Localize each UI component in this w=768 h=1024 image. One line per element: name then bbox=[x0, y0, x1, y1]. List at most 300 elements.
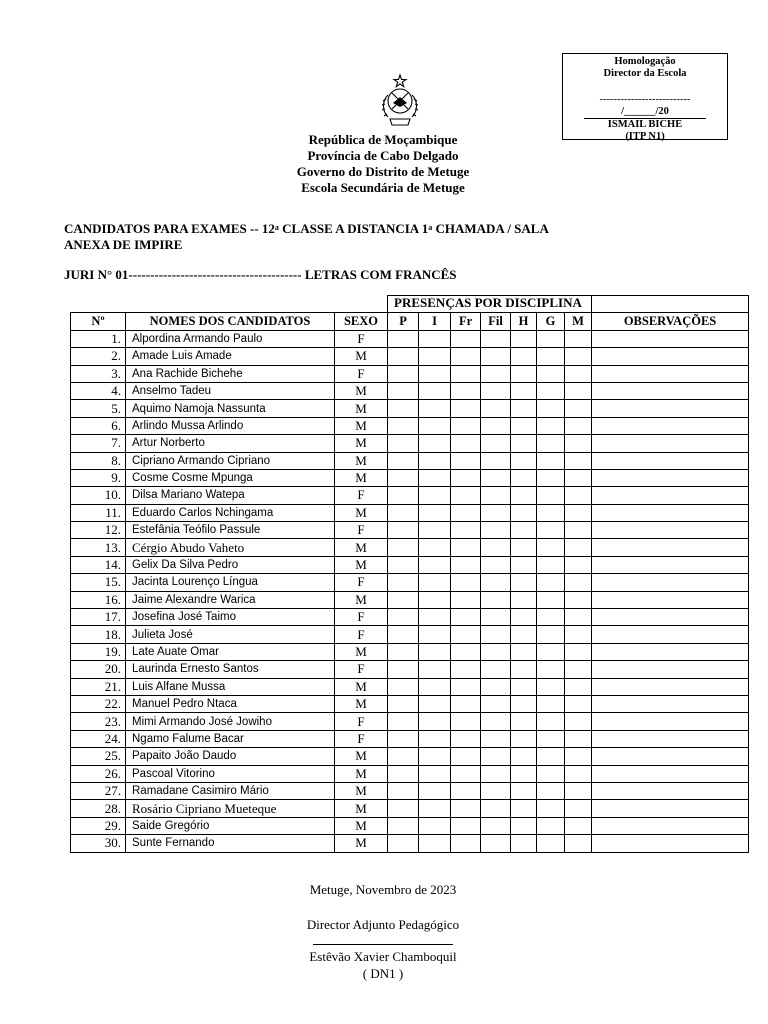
presence-cell[interactable] bbox=[511, 643, 537, 660]
presence-cell[interactable] bbox=[511, 695, 537, 712]
presence-cell[interactable] bbox=[481, 348, 511, 365]
presence-cell[interactable] bbox=[388, 487, 419, 504]
observations-cell[interactable] bbox=[592, 487, 749, 504]
presence-cell[interactable] bbox=[419, 452, 451, 469]
presence-cell[interactable] bbox=[481, 452, 511, 469]
presence-cell[interactable] bbox=[537, 626, 565, 643]
presence-cell[interactable] bbox=[511, 469, 537, 486]
row-number: 3. bbox=[71, 365, 126, 382]
presence-cell[interactable] bbox=[388, 591, 419, 608]
presence-cell[interactable] bbox=[537, 435, 565, 452]
presence-cell[interactable] bbox=[481, 782, 511, 799]
observations-cell[interactable] bbox=[592, 591, 749, 608]
presence-cell[interactable] bbox=[565, 469, 592, 486]
presence-cell[interactable] bbox=[537, 417, 565, 434]
presence-cell[interactable] bbox=[419, 574, 451, 591]
presence-cell[interactable] bbox=[537, 469, 565, 486]
presence-cell[interactable] bbox=[481, 678, 511, 695]
presence-cell[interactable] bbox=[419, 348, 451, 365]
presence-cell[interactable] bbox=[481, 504, 511, 521]
institution-header bbox=[240, 132, 526, 196]
row-number: 8. bbox=[71, 452, 126, 469]
presence-cell[interactable] bbox=[451, 435, 481, 452]
presence-cell[interactable] bbox=[511, 713, 537, 730]
presence-cell[interactable] bbox=[511, 730, 537, 747]
presence-cell[interactable] bbox=[511, 556, 537, 573]
col-subject-header: Fr bbox=[451, 313, 481, 330]
presence-cell[interactable] bbox=[419, 487, 451, 504]
presence-cell[interactable] bbox=[419, 730, 451, 747]
presence-cell[interactable] bbox=[451, 835, 481, 852]
presence-cell[interactable] bbox=[419, 539, 451, 556]
row-number: 14. bbox=[71, 556, 126, 573]
presence-cell[interactable] bbox=[511, 626, 537, 643]
presence-cell[interactable] bbox=[565, 400, 592, 417]
observations-cell[interactable] bbox=[592, 609, 749, 626]
presence-cell[interactable] bbox=[511, 574, 537, 591]
presence-cell[interactable] bbox=[565, 365, 592, 382]
presence-cell[interactable] bbox=[419, 504, 451, 521]
observations-cell[interactable] bbox=[592, 382, 749, 399]
candidate-sex: F bbox=[335, 522, 388, 539]
presence-cell[interactable] bbox=[388, 382, 419, 399]
presence-cell[interactable] bbox=[481, 522, 511, 539]
presence-cell[interactable] bbox=[451, 487, 481, 504]
table-header-row bbox=[71, 313, 749, 330]
presence-cell[interactable] bbox=[537, 730, 565, 747]
observations-cell[interactable] bbox=[592, 661, 749, 678]
candidate-sex: M bbox=[335, 765, 388, 782]
presence-cell[interactable] bbox=[419, 365, 451, 382]
table-row bbox=[71, 713, 749, 730]
presence-cell[interactable] bbox=[511, 765, 537, 782]
table-row bbox=[71, 365, 749, 382]
presence-cell[interactable] bbox=[451, 400, 481, 417]
title-sup-1: a bbox=[274, 223, 279, 232]
presence-cell[interactable] bbox=[419, 417, 451, 434]
presence-cell[interactable] bbox=[419, 330, 451, 347]
presence-cell[interactable] bbox=[537, 400, 565, 417]
observations-cell[interactable] bbox=[592, 695, 749, 712]
presence-cell[interactable] bbox=[451, 417, 481, 434]
presence-cell[interactable] bbox=[451, 748, 481, 765]
presence-cell[interactable] bbox=[451, 678, 481, 695]
presence-cell[interactable] bbox=[481, 365, 511, 382]
observations-cell[interactable] bbox=[592, 330, 749, 347]
presence-cell[interactable] bbox=[537, 695, 565, 712]
presence-cell[interactable] bbox=[481, 487, 511, 504]
presence-cell[interactable] bbox=[481, 609, 511, 626]
table-row bbox=[71, 678, 749, 695]
presence-cell[interactable] bbox=[537, 522, 565, 539]
presence-cell[interactable] bbox=[537, 643, 565, 660]
presence-cell[interactable] bbox=[565, 487, 592, 504]
presence-cell[interactable] bbox=[419, 765, 451, 782]
presence-cell[interactable] bbox=[481, 556, 511, 573]
table-row bbox=[71, 643, 749, 660]
presence-cell[interactable] bbox=[511, 435, 537, 452]
presence-cell[interactable] bbox=[537, 765, 565, 782]
presence-cell[interactable] bbox=[481, 539, 511, 556]
presence-cell[interactable] bbox=[511, 591, 537, 608]
presence-cell[interactable] bbox=[451, 348, 481, 365]
presence-cell[interactable] bbox=[537, 574, 565, 591]
presence-cell[interactable] bbox=[451, 504, 481, 521]
presence-cell[interactable] bbox=[419, 435, 451, 452]
col-subject-header: Fil bbox=[481, 313, 511, 330]
presence-cell[interactable] bbox=[537, 609, 565, 626]
observations-cell[interactable] bbox=[592, 782, 749, 799]
candidate-name: Eduardo Carlos Nchingama bbox=[126, 504, 335, 521]
title-part-3: CHAMADA / SALA bbox=[432, 221, 549, 236]
observations-cell[interactable] bbox=[592, 643, 749, 660]
presence-cell[interactable] bbox=[419, 695, 451, 712]
presence-cell[interactable] bbox=[565, 800, 592, 817]
presence-cell[interactable] bbox=[537, 365, 565, 382]
candidate-sex: F bbox=[335, 574, 388, 591]
presence-cell[interactable] bbox=[388, 765, 419, 782]
presence-cell[interactable] bbox=[565, 609, 592, 626]
presence-cell[interactable] bbox=[451, 330, 481, 347]
presence-cell[interactable] bbox=[388, 800, 419, 817]
presence-cell[interactable] bbox=[388, 730, 419, 747]
observations-cell[interactable] bbox=[592, 365, 749, 382]
candidate-name: Manuel Pedro Ntaca bbox=[126, 695, 335, 712]
candidate-name: Pascoal Vitorino bbox=[126, 765, 335, 782]
presence-cell[interactable] bbox=[388, 417, 419, 434]
presence-cell[interactable] bbox=[481, 382, 511, 399]
candidate-sex: M bbox=[335, 400, 388, 417]
presence-cell[interactable] bbox=[481, 817, 511, 834]
presence-cell[interactable] bbox=[565, 556, 592, 573]
row-number: 12. bbox=[71, 522, 126, 539]
presence-cell[interactable] bbox=[388, 817, 419, 834]
presence-cell[interactable] bbox=[537, 748, 565, 765]
presence-cell[interactable] bbox=[537, 452, 565, 469]
mozambique-coat-of-arms-icon bbox=[378, 73, 422, 129]
observations-cell[interactable] bbox=[592, 556, 749, 573]
presence-cell[interactable] bbox=[481, 574, 511, 591]
presence-cell[interactable] bbox=[511, 382, 537, 399]
presence-cell[interactable] bbox=[565, 504, 592, 521]
presence-cell[interactable] bbox=[451, 713, 481, 730]
row-number: 7. bbox=[71, 435, 126, 452]
presence-cell[interactable] bbox=[419, 522, 451, 539]
obs-top-cell bbox=[592, 296, 749, 313]
presence-cell[interactable] bbox=[388, 782, 419, 799]
presence-cell[interactable] bbox=[511, 539, 537, 556]
presence-cell[interactable] bbox=[451, 782, 481, 799]
presence-cell[interactable] bbox=[451, 695, 481, 712]
observations-cell[interactable] bbox=[592, 417, 749, 434]
presence-cell[interactable] bbox=[511, 817, 537, 834]
observations-cell[interactable] bbox=[592, 504, 749, 521]
table-header-top-row bbox=[71, 296, 749, 313]
candidate-sex: M bbox=[335, 817, 388, 834]
presence-cell[interactable] bbox=[451, 817, 481, 834]
presence-cell[interactable] bbox=[388, 609, 419, 626]
presence-cell[interactable] bbox=[511, 835, 537, 852]
presence-cell[interactable] bbox=[565, 348, 592, 365]
presence-cell[interactable] bbox=[537, 817, 565, 834]
homologation-sign-dashes: -------------------------- bbox=[599, 94, 691, 105]
presence-cell[interactable] bbox=[481, 591, 511, 608]
presence-cell[interactable] bbox=[419, 800, 451, 817]
presence-cell[interactable] bbox=[388, 539, 419, 556]
table-row bbox=[71, 817, 749, 834]
presence-cell[interactable] bbox=[511, 330, 537, 347]
observations-cell[interactable] bbox=[592, 730, 749, 747]
presence-cell[interactable] bbox=[419, 678, 451, 695]
presence-cell[interactable] bbox=[537, 556, 565, 573]
presence-cell[interactable] bbox=[451, 661, 481, 678]
presence-cell[interactable] bbox=[511, 678, 537, 695]
presence-cell[interactable] bbox=[537, 835, 565, 852]
presence-cell[interactable] bbox=[451, 591, 481, 608]
presence-cell[interactable] bbox=[565, 435, 592, 452]
presence-cell[interactable] bbox=[565, 782, 592, 799]
presence-cell[interactable] bbox=[481, 661, 511, 678]
presence-cell[interactable] bbox=[451, 522, 481, 539]
presence-cell[interactable] bbox=[388, 348, 419, 365]
footer-code: ( DN1 ) bbox=[362, 966, 404, 981]
observations-cell[interactable] bbox=[592, 748, 749, 765]
presence-cell[interactable] bbox=[537, 591, 565, 608]
presence-cell[interactable] bbox=[565, 748, 592, 765]
presence-cell[interactable] bbox=[451, 609, 481, 626]
presence-cell[interactable] bbox=[565, 452, 592, 469]
candidate-sex: F bbox=[335, 487, 388, 504]
presence-cell[interactable] bbox=[537, 539, 565, 556]
presence-cell[interactable] bbox=[419, 817, 451, 834]
observations-cell[interactable] bbox=[592, 817, 749, 834]
presence-cell[interactable] bbox=[511, 522, 537, 539]
presence-cell[interactable] bbox=[537, 504, 565, 521]
presence-cell[interactable] bbox=[481, 730, 511, 747]
candidate-name: Amade Luis Amade bbox=[126, 348, 335, 365]
table-row bbox=[71, 469, 749, 486]
presence-cell[interactable] bbox=[537, 678, 565, 695]
presence-cell[interactable] bbox=[388, 504, 419, 521]
presence-cell[interactable] bbox=[511, 400, 537, 417]
presence-cell[interactable] bbox=[565, 643, 592, 660]
table-row bbox=[71, 730, 749, 747]
candidate-name: Gelix Da Silva Pedro bbox=[126, 556, 335, 573]
presence-cell[interactable] bbox=[388, 469, 419, 486]
presence-cell[interactable] bbox=[451, 574, 481, 591]
presence-cell[interactable] bbox=[481, 695, 511, 712]
presence-cell[interactable] bbox=[481, 748, 511, 765]
presence-cell[interactable] bbox=[565, 678, 592, 695]
presence-cell[interactable] bbox=[419, 591, 451, 608]
candidate-sex: M bbox=[335, 591, 388, 608]
presence-cell[interactable] bbox=[565, 522, 592, 539]
row-number: 30. bbox=[71, 835, 126, 852]
presence-cell[interactable] bbox=[451, 643, 481, 660]
col-subject-header: P bbox=[388, 313, 419, 330]
observations-cell[interactable] bbox=[592, 626, 749, 643]
presence-cell[interactable] bbox=[565, 539, 592, 556]
presence-cell[interactable] bbox=[537, 661, 565, 678]
presence-cell[interactable] bbox=[419, 382, 451, 399]
presence-cell[interactable] bbox=[511, 800, 537, 817]
presence-cell[interactable] bbox=[481, 765, 511, 782]
presence-cell[interactable] bbox=[388, 574, 419, 591]
presence-cell[interactable] bbox=[565, 417, 592, 434]
presence-cell[interactable] bbox=[451, 626, 481, 643]
col-subject-header: I bbox=[419, 313, 451, 330]
presence-cell[interactable] bbox=[419, 469, 451, 486]
observations-cell[interactable] bbox=[592, 522, 749, 539]
observations-cell[interactable] bbox=[592, 400, 749, 417]
candidate-sex: M bbox=[335, 800, 388, 817]
presence-cell[interactable] bbox=[419, 835, 451, 852]
presence-cell[interactable] bbox=[481, 435, 511, 452]
presence-cell[interactable] bbox=[388, 400, 419, 417]
observations-cell[interactable] bbox=[592, 348, 749, 365]
presence-cell[interactable] bbox=[481, 400, 511, 417]
presence-cell[interactable] bbox=[565, 661, 592, 678]
presence-cell[interactable] bbox=[511, 365, 537, 382]
observations-cell[interactable] bbox=[592, 574, 749, 591]
presence-cell[interactable] bbox=[565, 695, 592, 712]
presence-cell[interactable] bbox=[451, 469, 481, 486]
presence-cell[interactable] bbox=[481, 713, 511, 730]
presence-cell[interactable] bbox=[511, 417, 537, 434]
presence-cell[interactable] bbox=[388, 748, 419, 765]
row-number: 9. bbox=[71, 469, 126, 486]
presence-cell[interactable] bbox=[565, 817, 592, 834]
presence-cell[interactable] bbox=[511, 348, 537, 365]
presence-cell[interactable] bbox=[419, 626, 451, 643]
presence-cell[interactable] bbox=[388, 695, 419, 712]
presence-cell[interactable] bbox=[388, 522, 419, 539]
candidate-name: Jacinta Lourenço Língua bbox=[126, 574, 335, 591]
presence-cell[interactable] bbox=[419, 782, 451, 799]
presence-cell[interactable] bbox=[388, 678, 419, 695]
table-row bbox=[71, 591, 749, 608]
presence-cell[interactable] bbox=[419, 661, 451, 678]
presence-cell[interactable] bbox=[565, 626, 592, 643]
presence-cell[interactable] bbox=[511, 452, 537, 469]
presence-cell[interactable] bbox=[537, 782, 565, 799]
candidate-name: Papaito João Daudo bbox=[126, 748, 335, 765]
presence-cell[interactable] bbox=[388, 435, 419, 452]
presence-cell[interactable] bbox=[388, 452, 419, 469]
presence-cell[interactable] bbox=[451, 556, 481, 573]
presence-cell[interactable] bbox=[419, 713, 451, 730]
row-number: 25. bbox=[71, 748, 126, 765]
presence-cell[interactable] bbox=[419, 400, 451, 417]
presence-cell[interactable] bbox=[481, 643, 511, 660]
candidate-sex: F bbox=[335, 661, 388, 678]
presence-cell[interactable] bbox=[565, 574, 592, 591]
presence-cell[interactable] bbox=[481, 835, 511, 852]
observations-cell[interactable] bbox=[592, 835, 749, 852]
row-number: 4. bbox=[71, 382, 126, 399]
table-row bbox=[71, 348, 749, 365]
presence-cell[interactable] bbox=[565, 382, 592, 399]
presence-cell[interactable] bbox=[511, 782, 537, 799]
table-row bbox=[71, 330, 749, 347]
presence-cell[interactable] bbox=[388, 643, 419, 660]
presence-cell[interactable] bbox=[451, 452, 481, 469]
observations-cell[interactable] bbox=[592, 713, 749, 730]
candidate-sex: M bbox=[335, 504, 388, 521]
observations-cell[interactable] bbox=[592, 435, 749, 452]
presence-cell[interactable] bbox=[565, 765, 592, 782]
presence-cell[interactable] bbox=[451, 800, 481, 817]
presence-cell[interactable] bbox=[388, 556, 419, 573]
col-subject-header: M bbox=[565, 313, 592, 330]
presence-cell[interactable] bbox=[565, 730, 592, 747]
presence-cell[interactable] bbox=[511, 487, 537, 504]
row-number: 21. bbox=[71, 678, 126, 695]
presence-cell[interactable] bbox=[451, 730, 481, 747]
row-number: 29. bbox=[71, 817, 126, 834]
presence-cell[interactable] bbox=[537, 713, 565, 730]
presence-cell[interactable] bbox=[388, 661, 419, 678]
presence-cell[interactable] bbox=[481, 800, 511, 817]
presence-cell[interactable] bbox=[419, 609, 451, 626]
presence-cell[interactable] bbox=[481, 417, 511, 434]
presence-cell[interactable] bbox=[388, 330, 419, 347]
presence-cell[interactable] bbox=[565, 330, 592, 347]
presence-cell[interactable] bbox=[537, 330, 565, 347]
candidate-name: Laurinda Ernesto Santos bbox=[126, 661, 335, 678]
observations-cell[interactable] bbox=[592, 765, 749, 782]
title-part-1: CANDIDATOS PARA EXAMES -- 12 bbox=[64, 221, 275, 236]
observations-cell[interactable] bbox=[592, 539, 749, 556]
presence-cell[interactable] bbox=[511, 504, 537, 521]
presence-cell[interactable] bbox=[388, 626, 419, 643]
candidate-name: Julieta José bbox=[126, 626, 335, 643]
presence-cell[interactable] bbox=[511, 661, 537, 678]
presence-cell[interactable] bbox=[388, 835, 419, 852]
presence-cell[interactable] bbox=[565, 835, 592, 852]
presence-cell[interactable] bbox=[511, 609, 537, 626]
presence-cell[interactable] bbox=[481, 626, 511, 643]
presence-cell[interactable] bbox=[537, 487, 565, 504]
observations-cell[interactable] bbox=[592, 678, 749, 695]
presence-cell[interactable] bbox=[451, 365, 481, 382]
presence-cell[interactable] bbox=[565, 713, 592, 730]
presence-cell[interactable] bbox=[388, 713, 419, 730]
presence-cell[interactable] bbox=[481, 469, 511, 486]
homologation-code: (ITP N1) bbox=[625, 131, 665, 142]
presence-cell[interactable] bbox=[481, 330, 511, 347]
observations-cell[interactable] bbox=[592, 452, 749, 469]
title-part-2: CLASSE A DISTANCIA 1 bbox=[278, 221, 429, 236]
presence-cell[interactable] bbox=[419, 748, 451, 765]
presence-cell[interactable] bbox=[419, 643, 451, 660]
presence-cell[interactable] bbox=[537, 382, 565, 399]
presence-cell[interactable] bbox=[451, 382, 481, 399]
observations-cell[interactable] bbox=[592, 800, 749, 817]
candidate-name: Luis Alfane Mussa bbox=[126, 678, 335, 695]
candidate-name: Sunte Fernando bbox=[126, 835, 335, 852]
presence-cell[interactable] bbox=[451, 765, 481, 782]
presence-cell[interactable] bbox=[388, 365, 419, 382]
presence-cell[interactable] bbox=[451, 539, 481, 556]
candidate-sex: M bbox=[335, 695, 388, 712]
presence-cell[interactable] bbox=[565, 591, 592, 608]
presence-cell[interactable] bbox=[537, 348, 565, 365]
presence-cell[interactable] bbox=[511, 748, 537, 765]
observations-cell[interactable] bbox=[592, 469, 749, 486]
presence-cell[interactable] bbox=[419, 556, 451, 573]
presence-cell[interactable] bbox=[537, 800, 565, 817]
